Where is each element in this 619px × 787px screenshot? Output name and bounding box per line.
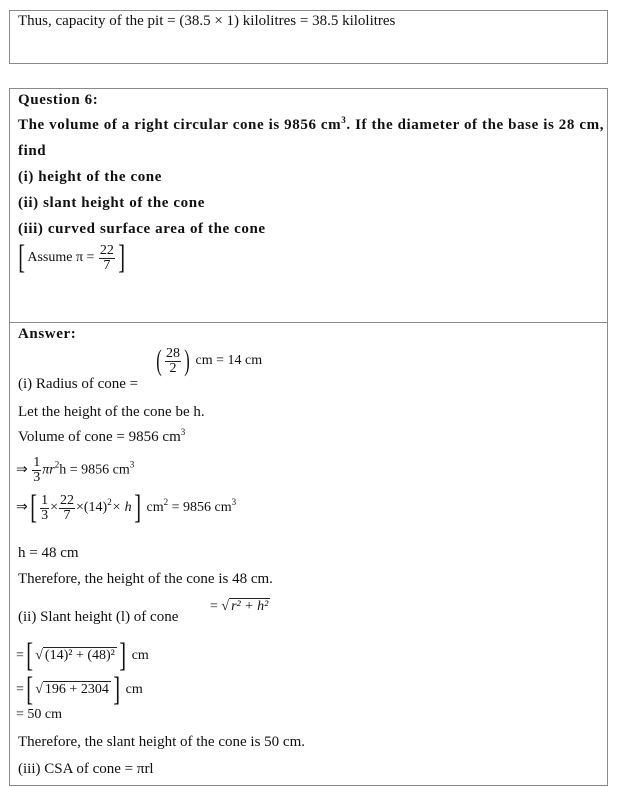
slant-step-1: =[ √ (14)² + (48)² ] cm — [16, 637, 149, 674]
expr: πr — [42, 462, 55, 478]
unit: cm — [125, 682, 143, 698]
numerator: 22 — [59, 492, 74, 508]
left-bracket: [ — [30, 489, 37, 526]
tail: × h — [111, 500, 132, 516]
unit: cm — [146, 500, 164, 516]
denominator: 3 — [41, 507, 49, 523]
question-box — [9, 88, 608, 323]
left-paren: ( — [156, 344, 162, 377]
superscript: 3 — [129, 459, 135, 470]
left-bracket: [ — [18, 239, 26, 276]
radius-result: cm = 14 cm — [195, 353, 263, 369]
superscript: 3 — [180, 427, 186, 437]
superscript: 3 — [231, 497, 237, 508]
left-bracket: [ — [26, 637, 33, 674]
previous-answer-text: Thus, capacity of the pit = (38.5 × 1) kilolitres = 38.5 kilolitres — [18, 13, 396, 29]
question-text-2: . If the diameter of the base is 28 cm, — [346, 117, 605, 133]
slant-step-3: = 50 cm — [16, 707, 62, 722]
denominator: 3 — [33, 470, 41, 485]
right-bracket: ] — [113, 671, 120, 708]
answer-box — [9, 322, 608, 786]
numerator: 22 — [99, 242, 114, 258]
equation-2 — [16, 491, 236, 525]
radius-label: (i) Radius of cone = — [18, 376, 139, 392]
superscript: 2 — [107, 497, 112, 508]
volume-label: Volume of cone = 9856 cm — [18, 429, 181, 445]
fraction — [40, 494, 49, 523]
slant-formula — [210, 599, 270, 615]
question-part-3: (iii) curved surface area of the cone — [18, 221, 266, 237]
implies-icon: ⇒ — [16, 500, 28, 516]
right-paren: ) — [184, 344, 190, 377]
equals: = — [210, 599, 218, 614]
radicand: (14)² + (48)² — [44, 648, 115, 664]
fraction — [165, 347, 181, 376]
fraction — [59, 494, 75, 523]
sqrt: √ 196 + 2304 — [35, 682, 109, 698]
question-text-1: The volume of a right circular cone is 9856 cm — [18, 117, 342, 133]
answer-heading: Answer: — [18, 326, 77, 342]
implies-icon: ⇒ — [16, 462, 28, 478]
right-bracket: ] — [133, 489, 141, 526]
superscript: 3 — [341, 115, 347, 125]
numerator: 1 — [41, 492, 49, 508]
rest: h = 9856 cm — [59, 462, 130, 478]
radicand: 196 + 2304 — [44, 682, 109, 698]
fraction — [99, 244, 115, 273]
numerator: 28 — [166, 345, 180, 361]
unit: cm — [131, 648, 149, 664]
height-conclusion: Therefore, the height of the cone is 48 cm. — [18, 571, 273, 587]
right-bracket: ] — [119, 637, 126, 674]
assume-pi-note — [16, 241, 127, 275]
question-heading: Question 6: — [18, 92, 99, 108]
radius-expression — [154, 346, 262, 376]
denominator: 2 — [165, 361, 181, 376]
left-bracket: [ — [26, 671, 33, 708]
question-part-2: (ii) slant height of the cone — [18, 195, 205, 211]
superscript: 2 — [54, 459, 60, 470]
rhs: = 9856 cm — [171, 500, 232, 516]
right-bracket: ] — [118, 239, 125, 276]
sqrt: √ (14)² + (48)² — [35, 648, 115, 664]
volume-text — [18, 428, 185, 446]
question-part-1: (i) height of the cone — [18, 169, 163, 185]
h-value: h = 48 cm — [18, 545, 79, 561]
slant-step-2: =[ √ 196 + 2304 ] cm — [16, 671, 143, 708]
mid: ×(14) — [75, 500, 108, 516]
let-height-text: Let the height of the cone be h. — [18, 404, 205, 420]
fraction — [32, 456, 41, 485]
question-find: find — [18, 143, 47, 159]
numerator: 1 — [33, 455, 41, 470]
denominator: 7 — [103, 257, 111, 273]
assume-label: Assume π = — [27, 250, 95, 266]
csa-line: (iii) CSA of cone = πrl — [18, 761, 154, 777]
times: × — [50, 500, 58, 516]
slant-label: (ii) Slant height (l) of cone — [18, 609, 179, 625]
question-statement — [18, 116, 604, 134]
denominator: 7 — [63, 507, 71, 523]
radicand: r² + h² — [231, 599, 269, 614]
equation-1 — [16, 456, 134, 485]
slant-conclusion: Therefore, the slant height of the cone is 50 cm. — [18, 734, 305, 750]
superscript: 2 — [163, 497, 169, 508]
previous-answer-box — [9, 10, 608, 64]
sqrt: √ r² + h² — [221, 599, 269, 614]
